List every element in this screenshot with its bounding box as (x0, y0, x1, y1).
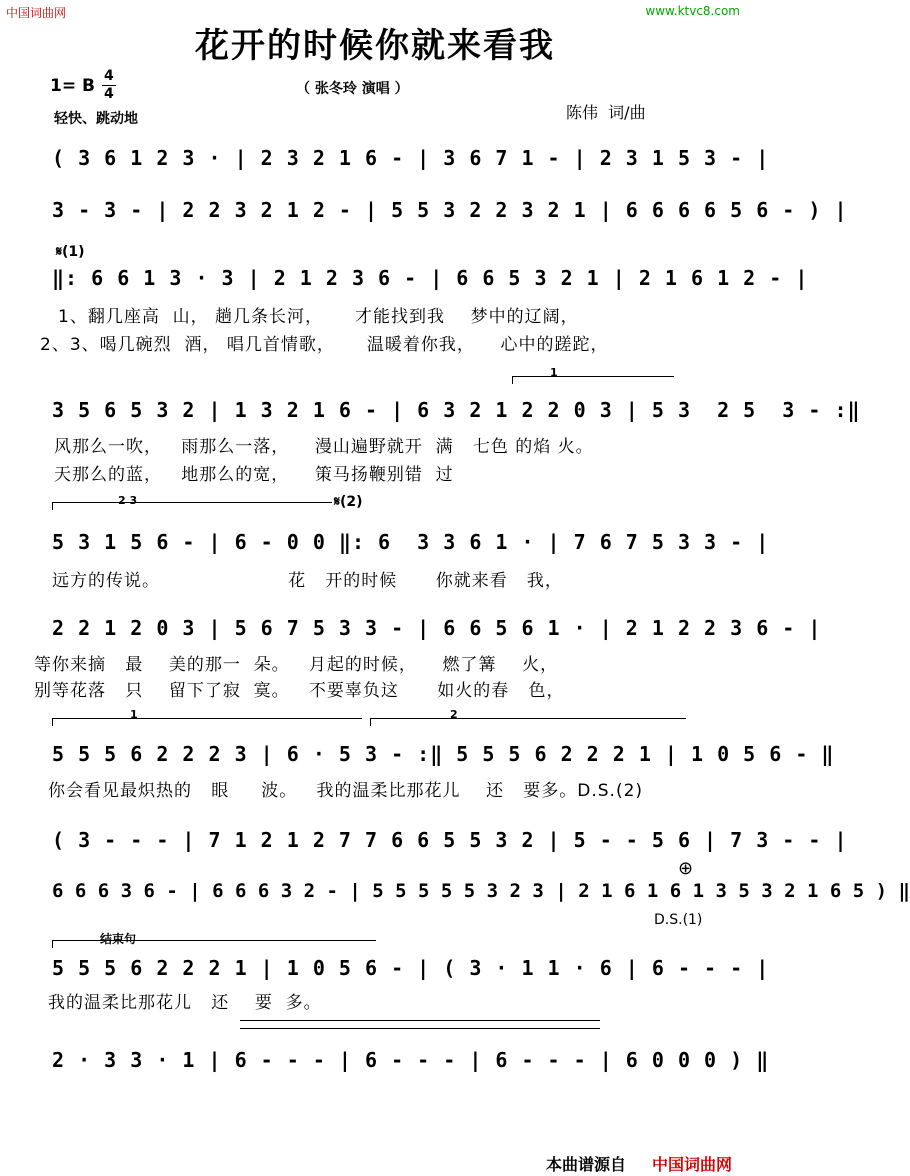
score-line: 5 5 5 6 2 2 2 3 | 6 · 5 3 - :‖ 5 5 5 6 2 2 2 1 | 1 0 5 6 - ‖ (52, 742, 835, 766)
ds-mark: D.S.(1) (654, 912, 703, 928)
score-line: 6 6 6 3 6 - | 6 6 6 3 2 - | 5 5 5 5 5 3 2 3 | 2 1 6 1 6 1 3 5 3 2 1 6 5 ) ‖ (52, 880, 910, 902)
volta-bracket-end (512, 376, 513, 384)
volta-bracket-end (52, 502, 53, 510)
footer-source: 本曲谱源自 (546, 1155, 627, 1174)
lyric-line: 等你来摘 最 美的那一 朵。 月起的时候， 燃了篝 火， (34, 655, 559, 675)
volta-bracket-end (52, 940, 53, 948)
singer: （ 张冬玲 演唱 ） (296, 81, 409, 97)
volta-label: 2 (450, 708, 458, 721)
lyric-line: 远方的传说。 花 开的时候 你就来看 我， (52, 571, 563, 591)
score-line: ( 3 6 1 2 3 · | 2 3 2 1 6 - | 3 6 7 1 - | 2 3 1 5 3 - | (52, 146, 770, 170)
watermark-left: 中国词曲网 (6, 6, 67, 20)
segno-mark: 𝄋(1) (56, 244, 85, 260)
lyric-line: 你会看见最炽热的 眼 波。 我的温柔比那花儿 还 要多。D.S.(2) (48, 781, 644, 801)
volta-label: 2 3 (118, 494, 138, 507)
coda-icon: ⊕ (678, 858, 694, 879)
lyric-line: 风那么一吹， 雨那么一落， 漫山遍野就开 满 七色 的焰 火。 (54, 437, 594, 457)
volta-bracket (52, 502, 332, 503)
segno-mark: 𝄋(2) (334, 494, 363, 510)
footer-site: 中国词曲网 (652, 1155, 733, 1174)
volta-bracket-end (52, 718, 53, 726)
tie-line (240, 1028, 600, 1029)
watermark-right: www.ktvc8.com (645, 4, 740, 18)
volta-bracket-end (370, 718, 371, 726)
tempo-marking: 轻快、跳动地 (54, 111, 138, 127)
lyric-line: 天那么的蓝， 地那么的宽， 策马扬鞭别错 过 (54, 465, 454, 485)
lyric-line: 我的温柔比那花儿 还 要 多。 (48, 993, 322, 1013)
score-line: ( 3 - - - | 7 1 2 1 2 7 7 6 6 5 5 3 2 | 5 - - 5 6 | 7 3 - - | (52, 828, 848, 852)
score-line: 5 5 5 6 2 2 2 1 | 1 0 5 6 - | ( 3 · 1 1 · 6 | 6 - - - | (52, 956, 770, 980)
volta-bracket (512, 376, 674, 377)
lyric-line: 别等花落 只 留下了寂 寞。 不要辜负这 如火的春 色， (34, 681, 565, 701)
volta-bracket (52, 718, 362, 719)
song-title: 花开的时候你就来看我 (195, 26, 555, 66)
volta-label: 1 (130, 708, 138, 721)
score-line: 3 5 6 5 3 2 | 1 3 2 1 6 - | 6 3 2 1 2 2 0 3 | 5 3 2 5 3 - :‖ (52, 398, 861, 422)
volta-label: 1 (550, 366, 558, 379)
score-line: 2 2 1 2 0 3 | 5 6 7 5 3 3 - | 6 6 5 6 1 · | 2 1 2 2 3 6 - | (52, 616, 822, 640)
time-signature-top: 4 (104, 68, 114, 84)
lyric-line: 1、翻几座高 山， 趟几条长河， 才能找到我 梦中的辽阔， (58, 307, 579, 327)
score-line: ‖: 6 6 1 3 · 3 | 2 1 2 3 6 - | 6 6 5 3 2 1 | 2 1 6 1 2 - | (52, 266, 809, 290)
tie-line (240, 1020, 600, 1021)
volta-bracket (370, 718, 686, 719)
score-line: 2 · 3 3 · 1 | 6 - - - | 6 - - - | 6 - - - | 6 0 0 0 ) ‖ (52, 1048, 770, 1072)
score-line: 3 - 3 - | 2 2 3 2 1 2 - | 5 5 3 2 2 3 2 1 | 6 6 6 6 5 6 - ) | (52, 198, 848, 222)
ending-label: 结束句 (100, 932, 137, 946)
time-signature-bottom: 4 (104, 86, 114, 102)
score-line: 5 3 1 5 6 - | 6 - 0 0 ‖: 6 3 3 6 1 · | 7 6 7 5 3 3 - | (52, 530, 770, 554)
credits: 陈伟 词/曲 (566, 103, 646, 122)
key-signature: 1= B (50, 76, 95, 96)
lyric-line: 2、3、喝几碗烈 酒， 唱几首情歌， 温暖着你我， 心中的蹉跎， (40, 335, 609, 355)
